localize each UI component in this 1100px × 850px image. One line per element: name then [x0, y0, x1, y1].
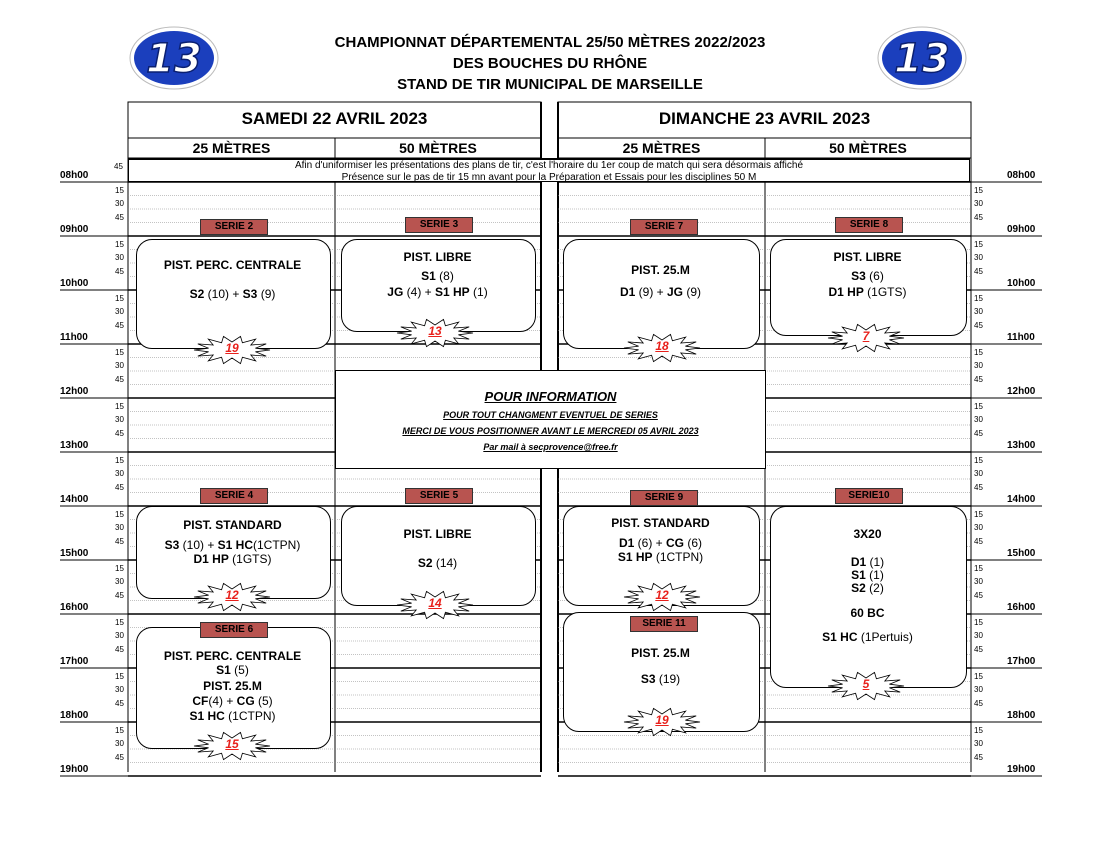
entry-count: (9)	[257, 287, 276, 301]
minute-label: 15	[115, 725, 124, 735]
minute-label: 45	[115, 536, 124, 546]
minute-label: 15	[974, 671, 983, 681]
entry-count: (4) +	[208, 694, 237, 708]
entry-count: (5)	[254, 694, 273, 708]
series-entry	[563, 536, 758, 551]
minute-label: 45	[114, 162, 123, 171]
series-tag: SERIE 7	[630, 219, 698, 235]
participant-count: 13	[428, 324, 442, 338]
category-code: S1 HP	[435, 285, 470, 299]
minute-label: 30	[974, 199, 983, 208]
notice-line-2: Présence sur le pas de tir 15 mn avant pour la Préparation et Essais pour les disciplines 50 M	[341, 172, 757, 182]
starburst-icon	[395, 318, 475, 348]
hour-label: 18h00	[60, 710, 89, 721]
minute-label: 45	[974, 428, 983, 438]
discipline-label: 60 BC	[850, 606, 885, 620]
hour-label: 13h00	[1007, 440, 1036, 451]
series-tag: SERIE 6	[200, 622, 268, 638]
hour-label: 10h00	[1007, 278, 1036, 289]
minute-label: 30	[974, 253, 983, 262]
minute-label: 15	[115, 401, 124, 411]
series-entry	[136, 663, 329, 678]
starburst-icon	[395, 590, 475, 620]
entry-count: (10) +	[179, 538, 218, 552]
entry-count: (8)	[435, 269, 454, 283]
minute-label: 30	[115, 307, 124, 316]
discipline-label: PIST. 25.M	[203, 679, 262, 693]
participant-count: 15	[225, 737, 239, 751]
hour-label: 15h00	[60, 548, 89, 559]
minute-label: 45	[974, 212, 983, 222]
series-tag: SERIE 11	[630, 616, 698, 632]
notice-line-1: Afin d'uniformiser les présentations des plans de tir, c'est l'horaire du 1er coup de match qui sera désormais affiché	[294, 160, 804, 171]
starburst-icon	[622, 707, 702, 737]
distance-25m: 25 MÈTRES	[192, 140, 271, 156]
entry-count: (19)	[655, 672, 681, 686]
participant-count: 19	[655, 713, 669, 727]
category-code: D1 HP	[828, 285, 864, 299]
entry-count: (1CTPN)	[224, 709, 276, 723]
entry-count: (1GTS)	[228, 552, 272, 566]
minute-label: 45	[115, 212, 124, 222]
minute-label: 30	[974, 361, 983, 370]
starburst-icon	[622, 582, 702, 612]
series-entry	[563, 550, 758, 565]
minute-label: 30	[974, 469, 983, 478]
category-code: S1	[851, 568, 866, 582]
hour-label: 12h00	[1007, 386, 1036, 397]
discipline-label: PIST. LIBRE	[403, 250, 472, 264]
minute-label: 15	[974, 293, 983, 303]
minute-label: 45	[974, 536, 983, 546]
series-entry	[563, 285, 758, 300]
minute-label: 15	[115, 293, 124, 303]
category-code: D1	[618, 536, 635, 550]
category-code: S1 HC	[189, 709, 225, 723]
discipline-label: PIST. 25.M	[631, 646, 690, 660]
participant-count: 19	[225, 341, 239, 355]
discipline-label: PIST. PERC. CENTRALE	[163, 649, 302, 663]
hour-label: 17h00	[1007, 656, 1036, 667]
minute-label: 30	[115, 469, 124, 478]
category-code: S2	[189, 287, 205, 301]
minute-label: 15	[115, 509, 124, 519]
category-code: S3	[164, 538, 180, 552]
series-entry	[136, 694, 329, 709]
hour-label: 16h00	[60, 602, 89, 613]
entry-count: (2)	[865, 581, 884, 595]
minute-label: 45	[974, 644, 983, 654]
category-code: D1	[619, 285, 636, 299]
entry-count: (9)	[683, 285, 702, 299]
series-tag: SERIE 3	[405, 217, 473, 233]
distance-50m: 50 MÈTRES	[399, 140, 477, 156]
series-entry	[136, 538, 329, 553]
minute-label: 30	[974, 523, 983, 532]
minute-label: 15	[974, 455, 983, 465]
starburst-icon	[622, 333, 702, 363]
series-tag: SERIE 9	[630, 490, 698, 506]
minute-label: 15	[115, 185, 124, 195]
hour-label: 16h00	[1007, 602, 1036, 613]
participant-count: 12	[225, 588, 239, 602]
minute-label: 15	[974, 509, 983, 519]
discipline-label: PIST. PERC. CENTRALE	[163, 258, 302, 272]
hour-label: 19h00	[1007, 764, 1036, 775]
entry-count: (9) +	[635, 285, 667, 299]
title-line-2: DES BOUCHES DU RHÔNE	[452, 55, 648, 72]
hour-label: 11h00	[60, 332, 88, 343]
minute-label: 15	[115, 239, 124, 249]
minute-label: 45	[974, 752, 983, 762]
entry-count: (1Pertuis)	[857, 630, 913, 644]
series-tag: SERIE 4	[200, 488, 268, 504]
category-code: JG	[387, 285, 404, 299]
minute-label: 30	[974, 415, 983, 424]
participant-count: 7	[862, 329, 870, 343]
minute-label: 15	[115, 563, 124, 573]
minute-label: 30	[115, 253, 124, 262]
hour-label: 09h00	[1007, 224, 1036, 235]
hour-label: 14h00	[60, 494, 89, 505]
series-entry	[136, 552, 329, 567]
discipline-label: PIST. LIBRE	[833, 250, 902, 264]
hour-label: 08h00	[60, 170, 89, 181]
category-code: CG	[236, 694, 255, 708]
entry-count: (1)	[866, 555, 885, 569]
participant-count: 18	[655, 339, 669, 353]
series-entry	[770, 581, 965, 596]
notice-box	[128, 158, 970, 182]
category-code: S1	[216, 663, 231, 677]
discipline-label: PIST. 25.M	[631, 263, 690, 277]
series-tag: SERIE 8	[835, 217, 903, 233]
minute-label: 30	[115, 685, 124, 694]
info-email-link[interactable]: Par mail à secprovence@free.fr	[483, 442, 618, 452]
series-entry	[136, 709, 329, 724]
title-line-1: CHAMPIONNAT DÉPARTEMENTAL 25/50 MÈTRES 2022/2023	[334, 34, 766, 51]
minute-label: 45	[115, 428, 124, 438]
minute-label: 45	[974, 320, 983, 330]
entry-count: (5)	[230, 663, 249, 677]
series-tag: SERIE 5	[405, 488, 473, 504]
participant-count: 14	[428, 596, 442, 610]
minute-label: 45	[115, 266, 124, 276]
category-code: D1 HP	[193, 552, 229, 566]
participant-count: 5	[862, 677, 870, 691]
starburst-icon	[826, 323, 906, 353]
minute-label: 45	[115, 644, 124, 654]
series-entry	[341, 269, 534, 284]
category-code: S2	[417, 556, 433, 570]
hour-label: 09h00	[60, 224, 89, 235]
series-entry	[563, 672, 758, 687]
minute-label: 45	[115, 482, 124, 492]
minute-label: 30	[974, 631, 983, 640]
info-line-2: MERCI DE VOUS POSITIONNER AVANT LE MERCREDI 05 AVRIL 2023	[402, 426, 699, 436]
hour-label: 13h00	[60, 440, 89, 451]
category-code: S3	[640, 672, 656, 686]
minute-label: 30	[974, 307, 983, 316]
minute-label: 45	[115, 698, 124, 708]
hour-label: 10h00	[60, 278, 89, 289]
category-code: CF	[192, 694, 209, 708]
starburst-icon	[826, 671, 906, 701]
day-label-saturday: SAMEDI 22 AVRIL 2023	[241, 109, 428, 128]
series-entry	[341, 285, 534, 300]
series-tag: SERIE 2	[200, 219, 268, 235]
minute-label: 15	[115, 455, 124, 465]
minute-label: 15	[115, 617, 124, 627]
distance-25m: 25 MÈTRES	[622, 140, 701, 156]
series-entry	[136, 287, 329, 302]
minute-label: 15	[974, 239, 983, 249]
minute-label: 45	[974, 698, 983, 708]
starburst-icon	[192, 731, 272, 761]
hour-label: 15h00	[1007, 548, 1036, 559]
minute-label: 15	[974, 725, 983, 735]
minute-label: 45	[974, 374, 983, 384]
category-code: S1	[421, 269, 436, 283]
minute-label: 30	[974, 739, 983, 748]
distance-50m: 50 MÈTRES	[829, 140, 907, 156]
series-entry	[770, 285, 965, 300]
category-code: S1 HP	[617, 550, 653, 564]
minute-label: 15	[974, 185, 983, 195]
category-code: D1	[850, 555, 867, 569]
minute-label: 30	[115, 361, 124, 370]
minute-label: 15	[974, 617, 983, 627]
logo-text: 13	[146, 36, 202, 82]
hour-label: 08h00	[1007, 170, 1036, 181]
entry-count: (1CTPN)	[253, 538, 301, 552]
discipline-label: PIST. STANDARD	[611, 516, 710, 530]
discipline-label: 3X20	[853, 527, 882, 541]
hour-label: 11h00	[1007, 332, 1035, 343]
category-code: JG	[667, 285, 684, 299]
starburst-icon	[192, 335, 272, 365]
minute-label: 30	[115, 739, 124, 748]
category-code: S1 HC	[822, 630, 858, 644]
minute-label: 30	[115, 523, 124, 532]
entry-count: (6) +	[634, 536, 667, 550]
hour-label: 14h00	[1007, 494, 1036, 505]
minute-label: 30	[974, 685, 983, 694]
info-box	[335, 370, 766, 469]
minute-label: 45	[974, 590, 983, 600]
category-code: S2	[851, 581, 866, 595]
minute-label: 45	[115, 374, 124, 384]
minute-label: 15	[115, 671, 124, 681]
participant-count: 12	[655, 588, 669, 602]
series-entry	[770, 269, 965, 284]
entry-count: (1CTPN)	[652, 550, 704, 564]
hour-label: 19h00	[60, 764, 89, 775]
category-code: CG	[666, 536, 685, 550]
minute-label: 45	[115, 752, 124, 762]
entry-count: (6)	[865, 269, 884, 283]
minute-label: 45	[115, 320, 124, 330]
minute-label: 30	[115, 415, 124, 424]
discipline-label: PIST. STANDARD	[183, 518, 282, 532]
category-code: S1 HC	[217, 538, 254, 552]
hour-label: 18h00	[1007, 710, 1036, 721]
entry-count: (14)	[432, 556, 458, 570]
logo-text: 13	[894, 36, 950, 82]
minute-label: 15	[974, 347, 983, 357]
minute-label: 45	[974, 482, 983, 492]
minute-label: 30	[115, 199, 124, 208]
minute-label: 30	[115, 631, 124, 640]
minute-label: 30	[115, 577, 124, 586]
entry-count: (4) +	[403, 285, 435, 299]
hour-label: 12h00	[60, 386, 89, 397]
discipline-label: PIST. LIBRE	[403, 527, 472, 541]
entry-count: (1GTS)	[863, 285, 907, 299]
entry-count: (1)	[469, 285, 488, 299]
minute-label: 15	[974, 401, 983, 411]
minute-label: 45	[974, 266, 983, 276]
entry-count: (6)	[684, 536, 703, 550]
minute-label: 15	[974, 563, 983, 573]
category-code: S3	[851, 269, 866, 283]
starburst-icon	[192, 582, 272, 612]
minute-label: 15	[115, 347, 124, 357]
category-code: S3	[242, 287, 258, 301]
entry-count: (10) +	[204, 287, 243, 301]
entry-count: (1)	[865, 568, 884, 582]
series-entry	[341, 556, 534, 571]
minute-label: 45	[115, 590, 124, 600]
series-entry	[770, 630, 965, 645]
day-label-sunday: DIMANCHE 23 AVRIL 2023	[658, 109, 871, 128]
title-line-3: STAND DE TIR MUNICIPAL DE MARSEILLE	[397, 76, 703, 93]
series-tag: SERIE10	[835, 488, 903, 504]
minute-label: 30	[974, 577, 983, 586]
info-title: POUR INFORMATION	[484, 389, 617, 404]
info-line-1: POUR TOUT CHANGMENT EVENTUEL DE SERIES	[443, 410, 658, 420]
hour-label: 17h00	[60, 656, 89, 667]
